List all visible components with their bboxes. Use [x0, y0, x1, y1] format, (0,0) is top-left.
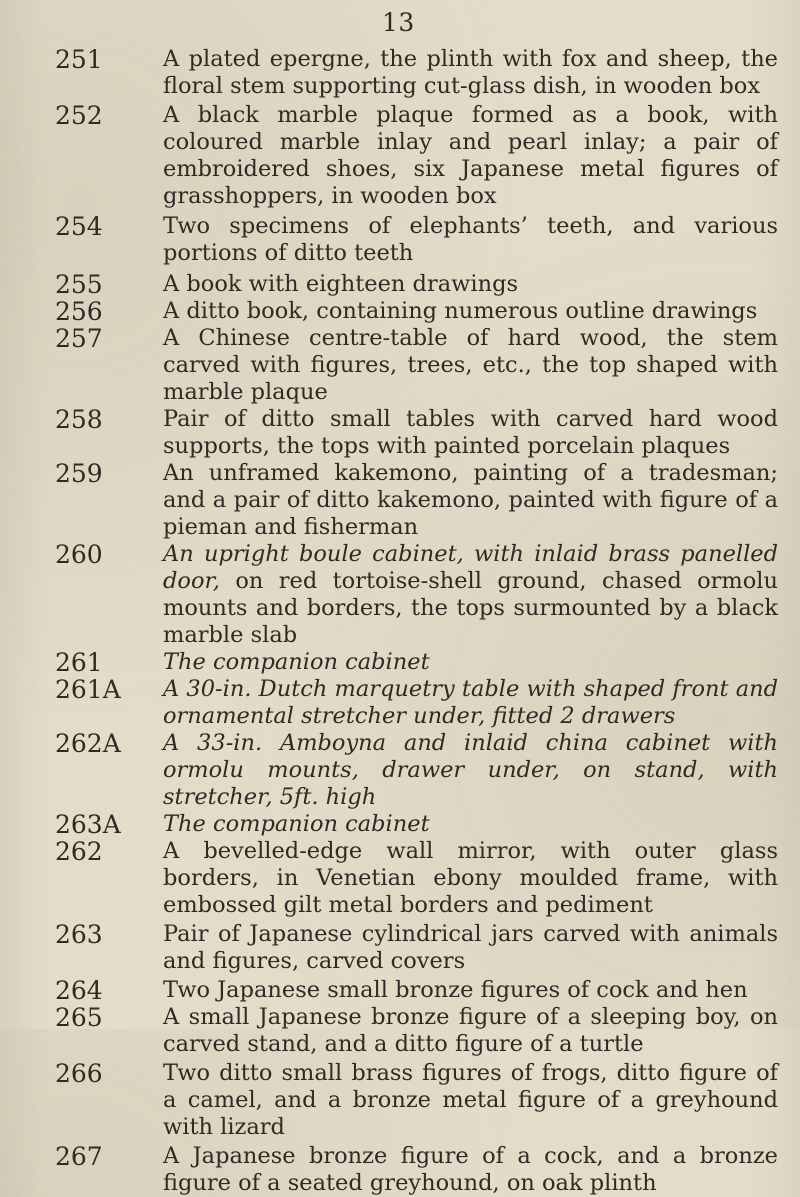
lot-entry — [0, 730, 800, 811]
lot-number: 255 — [55, 270, 103, 299]
lot-description: Two ditto small brass figures of frogs, ditto figure of a camel, and a bronze metal figure of a greyhound with lizard — [163, 1060, 778, 1140]
lot-number: 261A — [55, 675, 121, 704]
lot-number: 265 — [55, 1003, 103, 1032]
lot-description: An unframed kakemono, painting of a tradesman; and a pair of ditto kakemono, painted with figure of a pieman and fisherman — [163, 460, 778, 540]
lot-description: A ditto book, containing numerous outline drawings — [163, 298, 758, 324]
lot-number: 251 — [55, 45, 103, 74]
lot-description: A Chinese centre-table of hard wood, the stem carved with figures, trees, etc., the top shaped with marble plaque — [163, 325, 778, 405]
lot-number: 256 — [55, 297, 103, 326]
lot-entry — [0, 1060, 800, 1141]
lot-entry — [0, 298, 800, 325]
lot-description: Pair of Japanese cylindrical jars carved with animals and figures, carved covers — [163, 921, 778, 974]
lot-description — [163, 541, 778, 649]
lot-number: 258 — [55, 405, 103, 434]
lot-number: 261 — [55, 648, 103, 677]
lot-description: Two Japanese small bronze figures of cock and hen — [163, 977, 748, 1003]
lot-entry — [0, 1143, 800, 1197]
lot-number: 263A — [55, 810, 121, 839]
lot-number: 262A — [55, 729, 121, 758]
lot-entry — [0, 676, 800, 730]
lot-entry — [0, 921, 800, 975]
lot-description: A plated epergne, the plinth with fox and sheep, the floral stem supporting cut-glass dish, in wooden box — [163, 46, 778, 99]
lot-entry — [0, 271, 800, 298]
lot-description: A small Japanese bronze figure of a sleeping boy, on carved stand, and a ditto figure of a turtle — [163, 1004, 778, 1057]
lot-description: A 33-in. Amboyna and inlaid china cabinet with ormolu mounts, drawer under, on stand, with stretcher, 5ft. high — [163, 730, 778, 810]
lot-entry — [0, 1004, 800, 1058]
lot-entry — [0, 406, 800, 460]
lot-description-roman: on red tortoise-shell ground, chased ormolu mounts and borders, the tops surmounted by a black marble slab — [163, 568, 778, 648]
lot-number: 260 — [55, 540, 103, 569]
lot-number: 264 — [55, 976, 103, 1005]
lot-description: A black marble plaque formed as a book, with coloured marble inlay and pearl inlay; a pair of embroidered shoes, six Japanese metal figures of grasshoppers, in wooden box — [163, 102, 778, 209]
lot-list — [0, 46, 800, 1197]
page-number: 13 — [382, 8, 415, 37]
lot-number: 263 — [55, 920, 103, 949]
lot-description-italic: An upright boule cabinet, with inlaid brass panelled door, — [163, 541, 778, 594]
lot-number: 259 — [55, 459, 103, 488]
lot-entry — [0, 46, 800, 100]
lot-number: 254 — [55, 212, 103, 241]
lot-number: 266 — [55, 1059, 103, 1088]
lot-entry — [0, 838, 800, 919]
lot-description: A book with eighteen drawings — [163, 271, 519, 297]
lot-number: 262 — [55, 837, 103, 866]
lot-number: 267 — [55, 1142, 103, 1171]
lot-entry — [0, 977, 800, 1004]
lot-entry — [0, 649, 800, 676]
lot-description: The companion cabinet — [163, 811, 430, 837]
lot-entry — [0, 811, 800, 838]
lot-number: 257 — [55, 324, 103, 353]
lot-description: Pair of ditto small tables with carved hard wood supports, the tops with painted porcelain plaques — [163, 406, 778, 459]
lot-entry — [0, 460, 800, 541]
lot-description: The companion cabinet — [163, 649, 430, 675]
lot-entry — [0, 102, 800, 210]
lot-description: A 30-in. Dutch marquetry table with shaped front and ornamental stretcher under, fitted 2 drawers — [163, 676, 778, 729]
lot-description: A bevelled-edge wall mirror, with outer glass borders, in Venetian ebony moulded frame, with embossed gilt metal borders and pediment — [163, 838, 778, 918]
lot-entry — [0, 213, 800, 267]
lot-description: Two specimens of elephants’ teeth, and various portions of ditto teeth — [163, 213, 778, 266]
lot-description: A Japanese bronze figure of a cock, and a bronze figure of a seated greyhound, on oak plinth — [163, 1143, 778, 1196]
lot-number: 252 — [55, 101, 103, 130]
lot-entry — [0, 541, 800, 649]
lot-entry — [0, 325, 800, 406]
